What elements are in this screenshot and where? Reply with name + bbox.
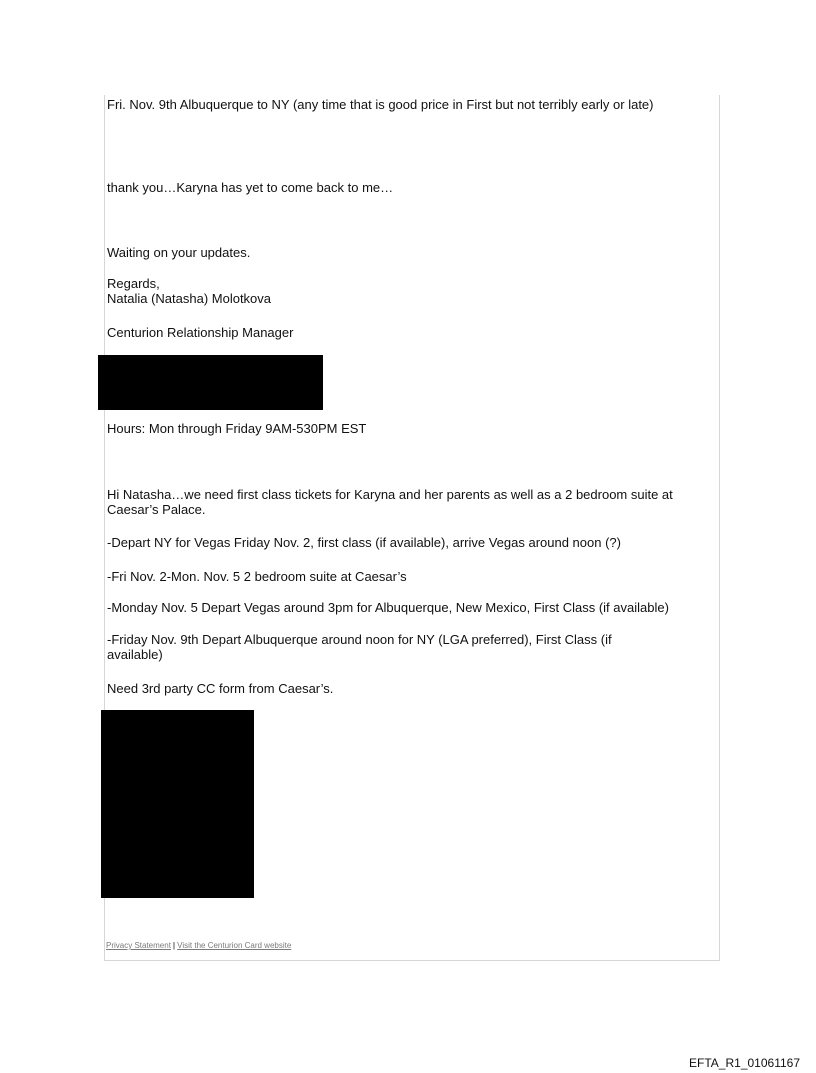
email-footer [106, 941, 291, 951]
email-line: Fri. Nov. 9th Albuquerque to NY (any time that is good price in First but not terribly early or late) [107, 97, 654, 112]
redaction-block [101, 710, 254, 898]
centurion-website-link[interactable]: Visit the Centurion Card website [177, 941, 292, 950]
signature-name: Natalia (Natasha) Molotkova [107, 291, 272, 306]
document-id: EFTA_R1_01061167 [689, 1056, 800, 1070]
signature-regards: Regards, [107, 276, 160, 291]
redaction-block [98, 355, 323, 410]
email-line: thank you…Karyna has yet to come back to me… [107, 180, 394, 195]
privacy-statement-link[interactable]: Privacy Statement [106, 941, 171, 950]
email-line: Need 3rd party CC form from Caesar’s. [107, 681, 334, 696]
email-line: -Fri Nov. 2-Mon. Nov. 5 2 bedroom suite at Caesar’s [107, 569, 407, 584]
email-line: -Monday Nov. 5 Depart Vegas around 3pm for Albuquerque, New Mexico, First Class (if available) [107, 600, 669, 615]
email-line: Hi Natasha…we need first class tickets for Karyna and her parents as well as a 2 bedroom suite at Caesar’s Palace. [107, 487, 673, 517]
email-line: -Friday Nov. 9th Depart Albuquerque around noon for NY (LGA preferred), First Class (if available) [107, 632, 612, 662]
email-line: Waiting on your updates. [107, 245, 251, 260]
footer-separator: | [172, 941, 176, 950]
email-line: -Depart NY for Vegas Friday Nov. 2, first class (if available), arrive Vegas around noon (?) [107, 535, 621, 550]
hours-line: Hours: Mon through Friday 9AM-530PM EST [107, 421, 367, 436]
signature-title: Centurion Relationship Manager [107, 325, 294, 340]
